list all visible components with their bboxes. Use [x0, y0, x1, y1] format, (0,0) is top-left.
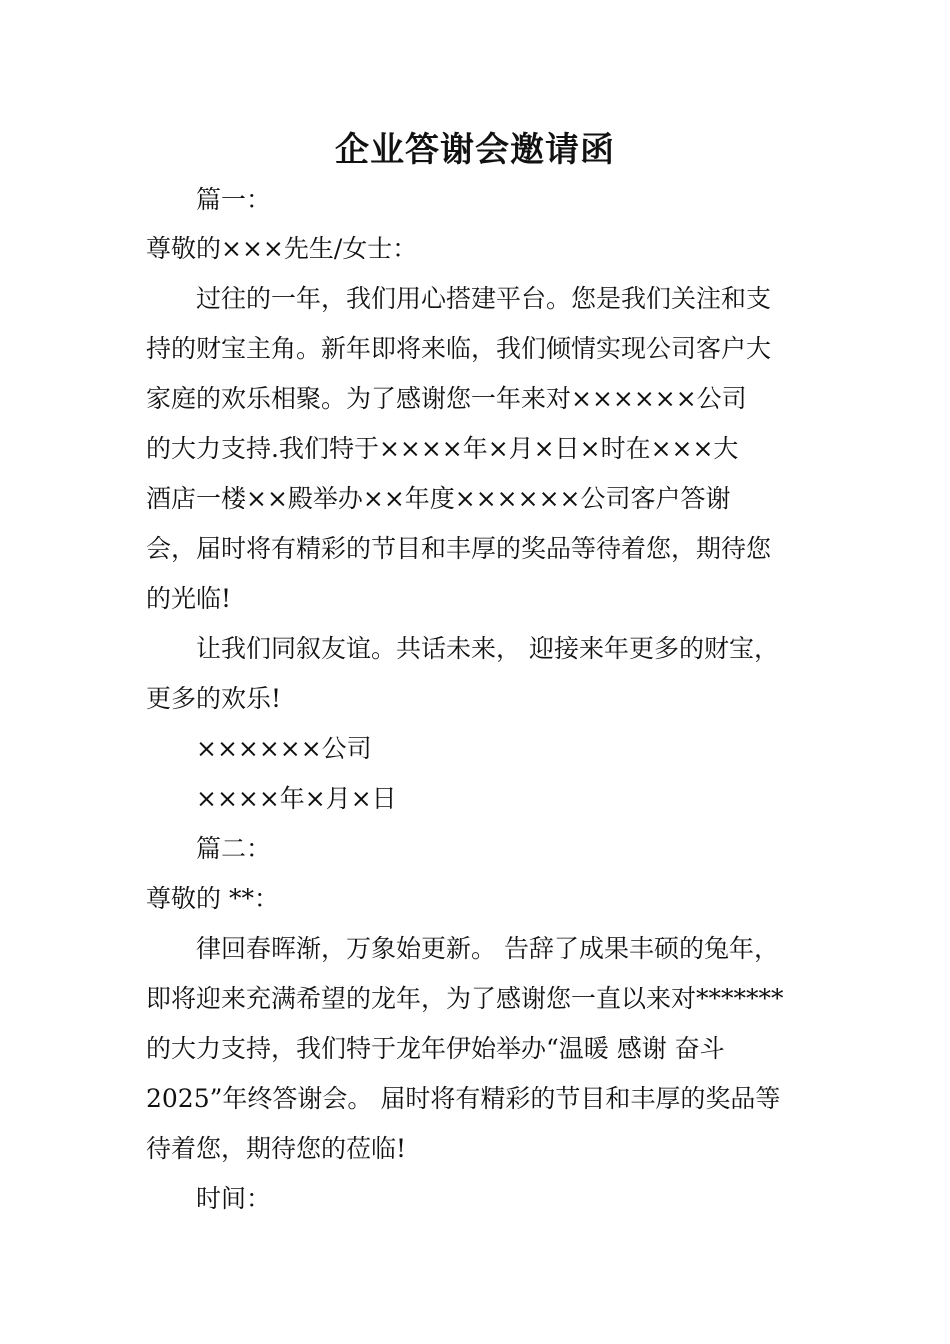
- salutation-2: 尊敬的 **：: [146, 884, 279, 913]
- paragraph-line: 的大力支持.我们特于××××年×月×日×时在×××大: [146, 434, 739, 463]
- document-title: 企业答谢会邀请函: [335, 130, 615, 170]
- paragraph-line: 酒店一楼××殿举办××年度××××××公司客户答谢: [146, 484, 731, 513]
- paragraph-line: 更多的欢乐!: [146, 684, 282, 713]
- signature-date: ××××年×月×日: [196, 784, 397, 813]
- paragraph-line: 的光临!: [146, 584, 232, 613]
- paragraph-line: 家庭的欢乐相聚。为了感谢您一年来对××××××公司: [146, 384, 747, 413]
- section-heading-1: 篇一：: [196, 185, 272, 214]
- paragraph-line: 持的财宝主角。新年即将来临，我们倾情实现公司客户大: [146, 334, 772, 363]
- signature-company: ××××××公司: [196, 734, 372, 763]
- paragraph-line: 的大力支持，我们特于龙年伊始举办“温暖 感谢 奋斗: [146, 1034, 725, 1063]
- section-heading-2: 篇二：: [196, 834, 272, 863]
- salutation-1: 尊敬的×××先生/女士：: [146, 234, 418, 263]
- paragraph-line: 过往的一年，我们用心搭建平台。您是我们关注和支: [196, 284, 772, 313]
- paragraph-line: 待着您，期待您的莅临!: [146, 1134, 407, 1163]
- paragraph-line: 即将迎来充满希望的龙年，为了感谢您一直以来对*******: [146, 984, 784, 1013]
- paragraph-line: 2025”年终答谢会。 届时将有精彩的节目和丰厚的奖品等: [146, 1084, 781, 1113]
- paragraph-line: 会，届时将有精彩的节目和丰厚的奖品等待着您，期待您: [146, 534, 772, 563]
- paragraph-line: 律回春晖渐，万象始更新。 告辞了成果丰硕的兔年，: [196, 934, 779, 963]
- time-label: 时间：: [196, 1184, 272, 1213]
- paragraph-line: 让我们同叙友谊。共话未来， 迎接来年更多的财宝，: [196, 634, 779, 663]
